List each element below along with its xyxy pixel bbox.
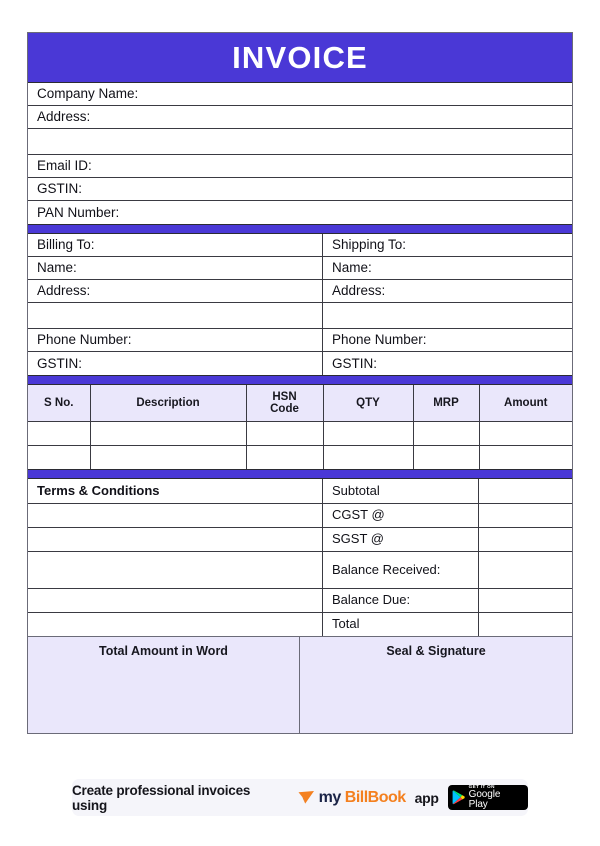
promo-text: Create professional invoices using xyxy=(72,782,251,813)
shipping-row-address xyxy=(323,280,572,303)
billing-phone-label: Phone Number: xyxy=(37,332,132,348)
cell-mrp[interactable] xyxy=(413,422,479,446)
terms-line-3[interactable] xyxy=(28,552,37,588)
totals-value-subtotal[interactable] xyxy=(479,479,488,503)
company-info-section xyxy=(28,83,572,224)
terms-line-5[interactable] xyxy=(28,613,37,636)
section-separator-2 xyxy=(28,375,572,385)
invoice-document xyxy=(27,32,573,734)
totals-value-row-total xyxy=(479,613,572,636)
cell-mrp[interactable] xyxy=(413,446,479,470)
totals-value-row-cgst xyxy=(479,504,572,528)
column-header-amount: Amount xyxy=(479,385,572,422)
billing-address-blank-field[interactable] xyxy=(28,303,322,328)
shipping-row-gstin xyxy=(323,352,572,375)
google-play-name: Google Play xyxy=(468,788,501,810)
terms-line-4[interactable] xyxy=(28,589,37,612)
company-row-company-name xyxy=(28,83,572,106)
billing-row-phone xyxy=(28,329,322,352)
company-row-pan xyxy=(28,201,572,224)
cell-s-no[interactable] xyxy=(28,422,90,446)
shipping-address-label: Address: xyxy=(332,283,386,299)
shipping-to-column xyxy=(323,234,572,375)
amount-word-signature-section xyxy=(28,636,572,733)
cell-description[interactable] xyxy=(90,422,246,446)
items-table-header-row xyxy=(28,385,572,422)
billing-shipping-section xyxy=(28,234,572,375)
terms-line-row xyxy=(28,552,322,589)
totals-label-cgst: CGST @ xyxy=(332,507,385,523)
company-name-label: Company Name: xyxy=(37,86,139,102)
totals-value-balance-due[interactable] xyxy=(479,589,488,612)
cell-amount[interactable] xyxy=(479,446,572,470)
company-address-blank-field[interactable] xyxy=(28,129,572,154)
google-play-text xyxy=(469,785,522,810)
totals-label-balance-due: Balance Due: xyxy=(332,592,411,608)
terms-conditions-column xyxy=(28,479,323,636)
column-header-hsn-code xyxy=(246,385,323,422)
column-header-s-no: S No. xyxy=(28,385,90,422)
billing-gstin-label: GSTIN: xyxy=(37,355,83,371)
table-row xyxy=(28,422,572,446)
terms-line-1[interactable] xyxy=(28,504,37,527)
shipping-name-label: Name: xyxy=(332,260,372,276)
terms-line-row xyxy=(28,613,322,636)
shipping-gstin-label: GSTIN: xyxy=(332,355,378,371)
totals-value-total[interactable] xyxy=(479,613,488,636)
column-header-hsn-line1: HSN xyxy=(272,391,297,403)
google-play-icon xyxy=(452,790,465,805)
terms-line-2[interactable] xyxy=(28,528,37,551)
totals-value-row-balance-due xyxy=(479,589,572,613)
company-gstin-label: GSTIN: xyxy=(37,181,83,197)
company-row-email xyxy=(28,155,572,178)
billing-row-heading xyxy=(28,234,322,257)
terms-line-row xyxy=(28,528,322,552)
totals-values-column xyxy=(479,479,572,636)
section-separator-1 xyxy=(28,224,572,234)
totals-value-row-sgst xyxy=(479,528,572,552)
totals-value-row-subtotal xyxy=(479,479,572,504)
invoice-title-bar xyxy=(28,33,572,83)
billing-row-address-blank xyxy=(28,303,322,329)
totals-row-sgst xyxy=(323,528,478,552)
billing-row-name xyxy=(28,257,322,280)
column-header-hsn-line2: Code xyxy=(270,403,299,416)
app-label: app xyxy=(414,789,439,806)
shipping-address-blank-field[interactable] xyxy=(323,303,572,328)
billing-address-label: Address: xyxy=(37,283,91,299)
terms-heading-row xyxy=(28,479,322,504)
totals-value-balance-received[interactable] xyxy=(479,552,488,588)
company-row-address xyxy=(28,106,572,129)
totals-value-row-balance-received xyxy=(479,552,572,589)
total-amount-in-word-label: Total Amount in Word xyxy=(99,644,228,659)
column-header-qty: QTY xyxy=(323,385,413,422)
company-email-label: Email ID: xyxy=(37,158,92,174)
seal-signature-box[interactable] xyxy=(300,637,572,733)
google-play-badge[interactable] xyxy=(448,785,528,810)
cell-amount[interactable] xyxy=(479,422,572,446)
brand-name-billbook: BillBook xyxy=(344,788,406,806)
shipping-phone-label: Phone Number: xyxy=(332,332,427,348)
totals-row-balance-received xyxy=(323,552,478,589)
totals-labels-column xyxy=(323,479,479,636)
cell-hsn-code[interactable] xyxy=(246,446,323,470)
brand-name-my: my xyxy=(318,788,341,806)
totals-value-sgst[interactable] xyxy=(479,528,488,551)
column-header-description: Description xyxy=(90,385,246,422)
totals-label-sgst: SGST @ xyxy=(332,531,384,547)
totals-row-balance-due xyxy=(323,589,478,613)
cell-hsn-code[interactable] xyxy=(246,422,323,446)
billing-name-label: Name: xyxy=(37,260,77,276)
terms-line-row xyxy=(28,589,322,613)
items-table xyxy=(28,385,572,469)
section-separator-3 xyxy=(28,469,572,479)
seal-signature-label: Seal & Signature xyxy=(386,644,486,659)
company-row-gstin xyxy=(28,178,572,201)
table-row xyxy=(28,446,572,470)
shipping-row-address-blank xyxy=(323,303,572,329)
totals-label-subtotal: Subtotal xyxy=(332,482,380,498)
totals-row-cgst xyxy=(323,504,478,528)
terms-conditions-heading: Terms & Conditions xyxy=(37,482,160,498)
company-row-address-blank xyxy=(28,129,572,155)
cell-qty[interactable] xyxy=(323,422,413,446)
terms-and-totals-section xyxy=(28,479,572,636)
company-address-label: Address: xyxy=(37,109,91,125)
promo-footer xyxy=(72,779,528,816)
cell-s-no[interactable] xyxy=(28,446,90,470)
cell-description[interactable] xyxy=(90,446,246,470)
billing-row-gstin xyxy=(28,352,322,375)
shipping-row-heading xyxy=(323,234,572,257)
totals-row-total xyxy=(323,613,478,636)
totals-row-subtotal xyxy=(323,479,478,504)
billing-row-address xyxy=(28,280,322,303)
terms-line-row xyxy=(28,504,322,528)
shipping-row-name xyxy=(323,257,572,280)
shipping-to-label: Shipping To: xyxy=(332,237,407,253)
shipping-row-phone xyxy=(323,329,572,352)
billing-to-label: Billing To: xyxy=(37,237,95,253)
totals-value-cgst[interactable] xyxy=(479,504,488,527)
paper-plane-icon xyxy=(298,790,315,805)
cell-qty[interactable] xyxy=(323,446,413,470)
total-amount-in-word-box[interactable] xyxy=(28,637,300,733)
google-play-get-it-on: GET IT ON xyxy=(468,784,495,790)
billing-to-column xyxy=(28,234,323,375)
company-pan-label: PAN Number: xyxy=(37,204,120,220)
totals-label-balance-received: Balance Received: xyxy=(332,561,441,577)
totals-label-total: Total xyxy=(332,616,360,632)
column-header-mrp: MRP xyxy=(413,385,479,422)
page-title: INVOICE xyxy=(232,40,368,75)
mybillbook-logo[interactable] xyxy=(298,789,406,807)
totals-column xyxy=(323,479,572,636)
